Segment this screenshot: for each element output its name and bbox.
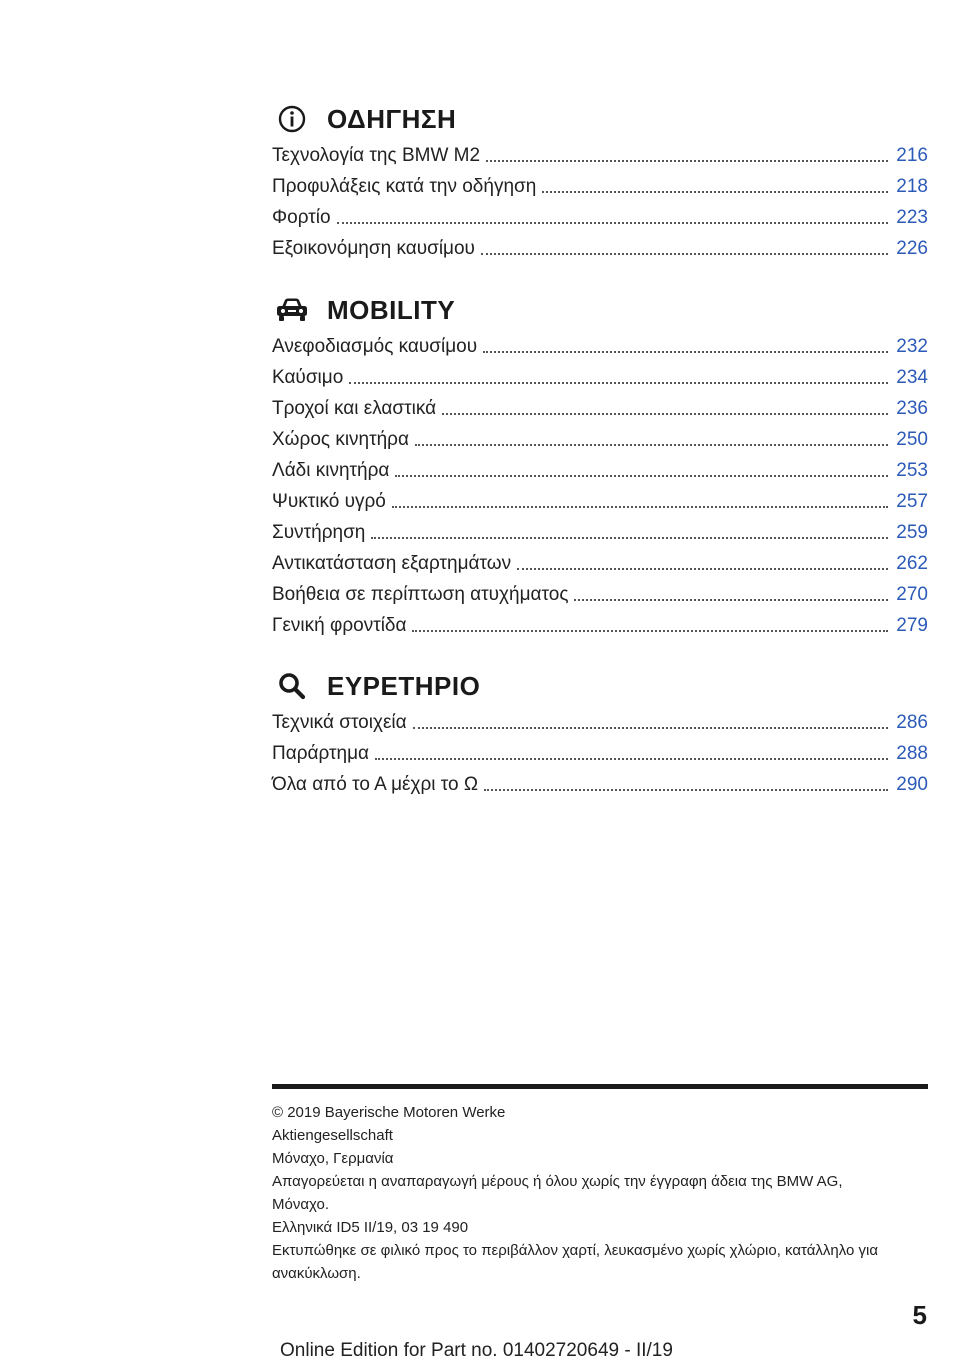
- toc-entry-page[interactable]: 234: [896, 367, 928, 388]
- toc-entry-label: Παράρτημα: [272, 743, 370, 764]
- toc-entry-page[interactable]: 226: [896, 238, 928, 259]
- dot-leader: [415, 444, 888, 446]
- toc-entry-page[interactable]: 253: [896, 460, 928, 481]
- toc-entry[interactable]: [272, 362, 928, 393]
- toc-entry[interactable]: [272, 738, 928, 769]
- toc-list-index: [272, 707, 928, 800]
- imprint-line: Aktiengesellschaft: [272, 1127, 393, 1144]
- dot-leader: [542, 191, 888, 193]
- dot-leader: [517, 568, 888, 570]
- toc-entry-page[interactable]: 286: [896, 712, 928, 733]
- toc-entry[interactable]: [272, 707, 928, 738]
- dot-leader: [484, 789, 888, 791]
- dot-leader: [375, 758, 888, 760]
- imprint-line: Απαγορεύεται η αναπαραγωγή μέρους ή όλου χωρίς την έγγραφη άδεια της BMW AG,: [272, 1173, 843, 1190]
- dot-leader: [413, 727, 889, 729]
- toc-entry[interactable]: [272, 455, 928, 486]
- dot-leader: [412, 630, 888, 632]
- toc-entry[interactable]: [272, 769, 928, 800]
- toc-entry-label: Όλα από το Α μέχρι το Ω: [272, 774, 479, 795]
- toc-entry[interactable]: [272, 486, 928, 517]
- imprint-line: Ελληνικά ID5 II/19, 03 19 490: [272, 1219, 469, 1236]
- toc-entry-label: Ανεφοδιασμός καυσίμου: [272, 336, 478, 357]
- toc-entry-label: Προφυλάξεις κατά την οδήγηση: [272, 176, 537, 197]
- toc-entry-label: Εξοικονόμηση καυσίμου: [272, 238, 475, 259]
- dot-leader: [481, 253, 888, 255]
- page-number: 5: [912, 1300, 927, 1330]
- toc-entry[interactable]: [272, 424, 928, 455]
- toc-entry[interactable]: [272, 579, 928, 610]
- dot-leader: [574, 599, 888, 601]
- search-icon: [275, 669, 309, 703]
- dot-leader: [392, 506, 888, 508]
- toc-entry-label: Τεχνικά στοιχεία: [272, 712, 407, 733]
- car-icon: [275, 293, 309, 327]
- toc-entry-page[interactable]: 250: [896, 429, 928, 450]
- toc-entry-label: Λάδι κινητήρα: [272, 460, 390, 481]
- toc-entry-label: Καύσιμο: [272, 367, 344, 388]
- toc-entry-page[interactable]: 279: [896, 615, 928, 636]
- toc-list-driving: [272, 140, 928, 264]
- dot-leader: [486, 160, 888, 162]
- toc-list-mobility: [272, 331, 928, 641]
- section-header-mobility: [275, 290, 928, 330]
- toc-entry-label: Τεχνολογία της BMW M2: [272, 145, 481, 166]
- dot-leader: [483, 351, 888, 353]
- info-icon: [275, 102, 309, 136]
- toc-entry[interactable]: [272, 171, 928, 202]
- imprint-block: [272, 1101, 928, 1285]
- toc-entry[interactable]: [272, 202, 928, 233]
- section-title: ΟΔΗΓΗΣΗ: [327, 103, 457, 134]
- imprint-line: © 2019 Bayerische Motoren Werke: [272, 1104, 506, 1121]
- toc-entry[interactable]: [272, 393, 928, 424]
- toc-entry[interactable]: [272, 140, 928, 171]
- toc-entry-label: Ψυκτικό υγρό: [272, 491, 386, 512]
- toc-entry-page[interactable]: 232: [896, 336, 928, 357]
- toc-entry-page[interactable]: 290: [896, 774, 928, 795]
- toc-entry-label: Τροχοί και ελαστικά: [272, 398, 437, 419]
- toc-entry-label: Συντήρηση: [272, 522, 366, 543]
- toc-entry-label: Γενική φροντίδα: [272, 615, 407, 636]
- footer-edition: Online Edition for Part no. 01402720649 - II/19: [280, 1340, 673, 1361]
- imprint-line: Εκτυπώθηκε σε φιλικό προς το περιβάλλον χαρτί, λευκασμένο χωρίς χλώριο, κατάλληλο για: [272, 1242, 879, 1259]
- toc-entry-page[interactable]: 270: [896, 584, 928, 605]
- toc-entry[interactable]: [272, 517, 928, 548]
- toc-entry-page[interactable]: 259: [896, 522, 928, 543]
- section-title: ΕΥΡΕΤΗΡΙΟ: [327, 670, 481, 701]
- toc-entry-label: Φορτίο: [272, 207, 331, 228]
- toc-entry-label: Χώρος κινητήρα: [272, 429, 409, 450]
- toc-entry[interactable]: [272, 548, 928, 579]
- toc-entry[interactable]: [272, 233, 928, 264]
- dot-leader: [395, 475, 888, 477]
- toc-entry-page[interactable]: 216: [896, 145, 928, 166]
- toc-entry-page[interactable]: 218: [896, 176, 928, 197]
- imprint-line: ανακύκλωση.: [272, 1265, 361, 1282]
- dot-leader: [337, 222, 889, 224]
- divider-rule: [272, 1084, 928, 1089]
- toc-entry[interactable]: [272, 610, 928, 641]
- dot-leader: [349, 382, 888, 384]
- toc-entry-page[interactable]: 288: [896, 743, 928, 764]
- dot-leader: [442, 413, 888, 415]
- toc-entry-page[interactable]: 262: [896, 553, 928, 574]
- section-header-index: [275, 666, 928, 706]
- toc-entry-page[interactable]: 223: [896, 207, 928, 228]
- imprint-line: Μόναχο, Γερμανία: [272, 1150, 394, 1167]
- dot-leader: [371, 537, 888, 539]
- toc-entry-label: Βοήθεια σε περίπτωση ατυχήματος: [272, 584, 569, 605]
- toc-entry-page[interactable]: 236: [896, 398, 928, 419]
- section-title: MOBILITY: [327, 294, 456, 325]
- toc-entry[interactable]: [272, 331, 928, 362]
- imprint-line: Μόναχο.: [272, 1196, 329, 1213]
- section-header-driving: [275, 99, 928, 139]
- toc-entry-label: Αντικατάσταση εξαρτημάτων: [272, 553, 512, 574]
- toc-entry-page[interactable]: 257: [896, 491, 928, 512]
